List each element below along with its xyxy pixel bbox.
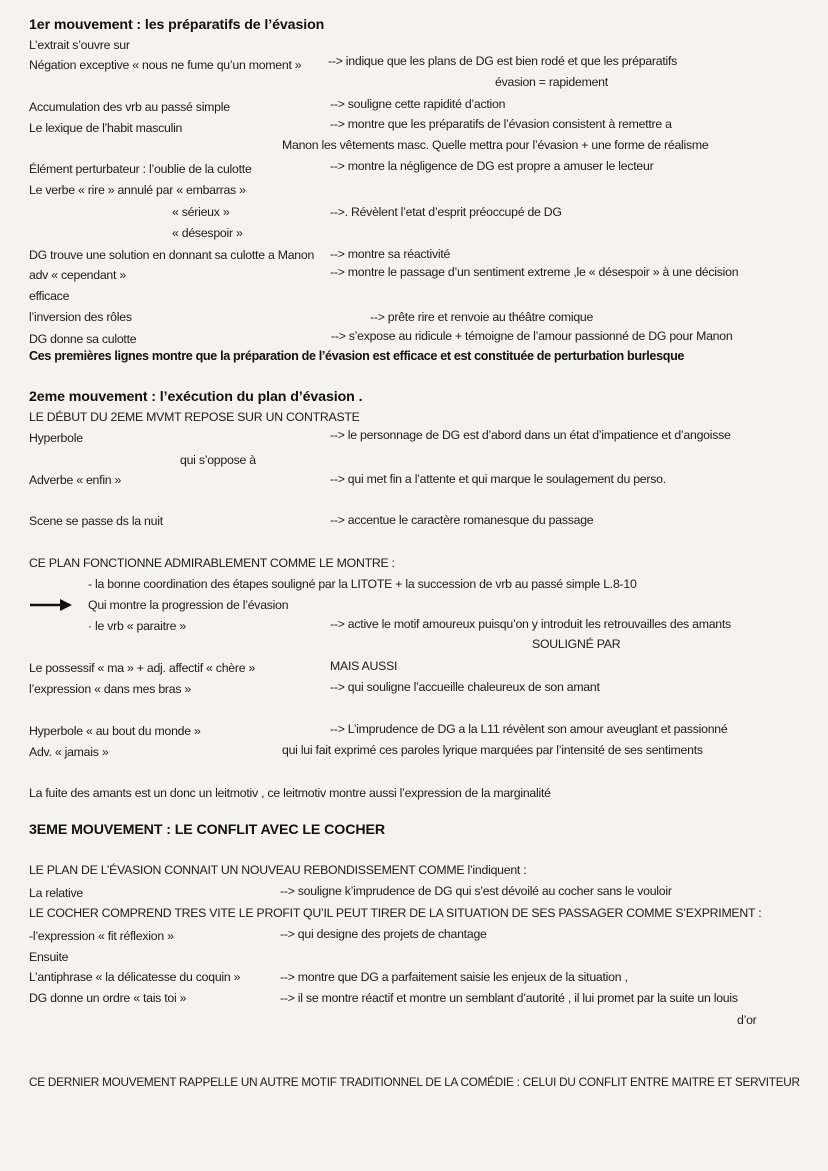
text-line: « sérieux » [172,205,230,219]
text-line: l’inversion des rôles [29,310,132,324]
text-line: Hyperbole [29,431,83,445]
text-line: qui lui fait exprimé ces paroles lyrique marquées par l’intensité de ses sentiments [282,743,703,757]
text-line: --> souligne cette rapidité d’action [330,97,506,111]
text-line: --> prête rire et renvoie au théâtre comique [370,310,594,324]
text-line: Le lexique de l’habit masculin [29,121,183,135]
text-line: adv « cependant » [29,268,126,282]
text-line: qui s’oppose à [180,453,256,467]
text-line: d’or [737,1013,757,1027]
text-line: -->. Révèlent l’etat d’esprit préoccupé de DG [330,205,562,219]
text-line: CE PLAN FONCTIONNE ADMIRABLEMENT COMME LE MONTRE : [29,556,395,570]
text-line: --> qui designe des projets de chantage [280,927,487,941]
text-line: Le verbe « rire » annulé par « embarras » [29,183,246,197]
text-line: Ensuite [29,950,69,964]
text-line: efficace [29,289,70,303]
text-line: --> accentue le caractère romanesque du passage [330,513,594,527]
text-line: --> s’expose au ridicule + témoigne de l’amour passionné de DG pour Manon [331,329,733,343]
text-line: Manon les vêtements masc. Quelle mettra pour l’évasion + une forme de réalisme [282,138,709,152]
text-line: --> montre sa réactivité [330,247,451,261]
section-title-3: 3EME MOUVEMENT : LE CONFLIT AVEC LE COCHER [29,822,386,838]
text-line: LE COCHER COMPREND TRES VITE LE PROFIT QU’IL PEUT TIRER DE LA SITUATION DE SES PASSAGER COMME S’EXPRIMENT : [29,906,762,920]
text-line: Négation exceptive « nous ne fume qu’un moment » [29,58,302,72]
text-line: Hyperbole « au bout du monde » [29,724,201,738]
text-line: CE DERNIER MOUVEMENT RAPPELLE UN AUTRE MOTIF TRADITIONNEL DE LA COMÉDIE : CELUI DU CONFLIT ENTRE MAITRE ET SERVITEUR [29,1075,800,1089]
text-line: DG trouve une solution en donnant sa culotte a Manon [29,248,315,262]
text-line: Scene se passe ds la nuit [29,514,163,528]
section-title-1: 1er mouvement : les préparatifs de l’évasion [29,17,325,33]
text-line: DG donne sa culotte [29,332,137,346]
text-line: La fuite des amants est un donc un leitmotiv , ce leitmotiv montre aussi l’expression de la marginalité [29,786,551,800]
text-line: --> montre la négligence de DG est propre a amuser le lecteur [330,159,654,173]
text-line: --> active le motif amoureux puisqu’on y introduit les retrouvailles des amants [330,617,731,631]
text-line: --> montre le passage d’un sentiment extreme ,le « désespoir » à une décision [330,265,739,279]
section-title-2: 2eme mouvement : l’exécution du plan d’évasion . [29,389,363,405]
text-line: La relative [29,886,83,900]
text-line: LE DÉBUT DU 2EME MVMT REPOSE SUR UN CONTRASTE [29,410,360,424]
text-line: DG donne un ordre « tais toi » [29,991,187,1005]
text-line: --> indique que les plans de DG est bien rodé et que les préparatifs [328,54,678,68]
text-line: Adv. « jamais » [29,745,109,759]
text-line: --> le personnage de DG est d’abord dans un état d’impatience et d’angoisse [330,428,731,442]
text-line: L’extrait s’ouvre sur [29,38,130,52]
text-line: SOULIGNÉ PAR [532,637,621,651]
text-line: Qui montre la progression de l’évasion [88,598,289,612]
text-line: MAIS AUSSI [330,659,398,673]
text-line: --> qui souligne l’accueille chaleureux de son amant [330,680,600,694]
section-conclusion-1: Ces premières lignes montre que la préparation de l’évasion est efficace et est constituée de perturbation burlesque [29,349,685,363]
text-line: · le vrb « paraitre » [88,619,186,633]
text-line: --> souligne k’imprudence de DG qui s’est dévoilé au cocher sans le vouloir [280,884,672,898]
text-line: Accumulation des vrb au passé simple [29,100,230,114]
text-line: évasion = rapidement [495,75,608,89]
text-line: --> montre que DG a parfaitement saisie les enjeux de la situation , [280,970,628,984]
text-line: « désespoir » [172,226,243,240]
text-line: --> L’imprudence de DG a la L11 révèlent son amour aveuglant et passionné [330,722,728,736]
text-line: Adverbe « enfin » [29,473,122,487]
text-line: Élément perturbateur : l’oublie de la culotte [29,162,252,176]
text-line: L’antiphrase « la délicatesse du coquin » [29,970,241,984]
text-line: Le possessif « ma » + adj. affectif « chère » [29,661,256,675]
text-line: - la bonne coordination des étapes souligné par la LITOTE + la succession de vrb au passé simple L.8-10 [88,577,637,591]
text-line: --> montre que les préparatifs de l’évasion consistent à remettre a [330,117,672,131]
right-arrow-icon [30,599,72,611]
text-line: LE PLAN DE L’ÉVASION CONNAIT UN NOUVEAU REBONDISSEMENT COMME l’indiquent : [29,863,527,877]
text-line: --> qui met fin a l’attente et qui marque le soulagement du perso. [330,472,666,486]
text-line: --> il se montre réactif et montre un semblant d’autorité , il lui promet par la suite un louis [280,991,738,1005]
text-line: -l’expression « fit réflexion » [29,929,174,943]
text-line: l’expression « dans mes bras » [29,682,192,696]
